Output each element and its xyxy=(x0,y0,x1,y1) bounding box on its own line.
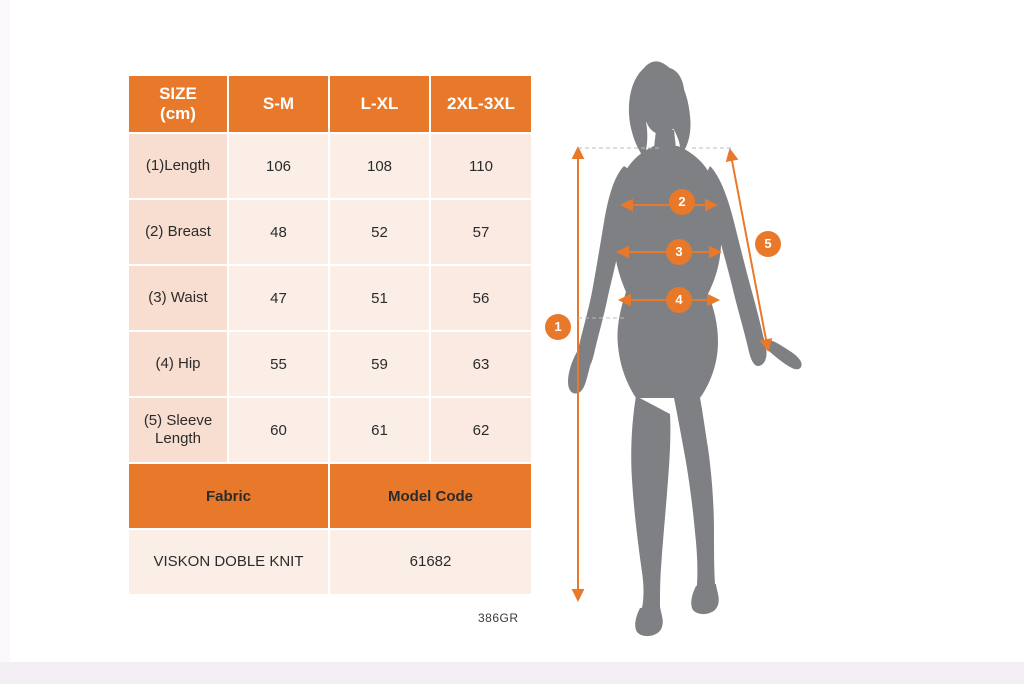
table-footer-value-row xyxy=(128,529,532,595)
measurement-figure xyxy=(540,20,1010,640)
table-footer-header-row xyxy=(128,463,532,529)
table-row xyxy=(128,265,532,331)
badge-4: 4 xyxy=(666,287,692,313)
cell-hip-sm: 55 xyxy=(228,331,329,397)
table-row xyxy=(128,397,532,463)
table-row xyxy=(128,331,532,397)
header-size-line2: (cm) xyxy=(160,104,196,123)
table-header-row xyxy=(128,75,532,133)
header-s-m: S-M xyxy=(228,75,329,133)
female-silhouette-icon xyxy=(540,20,1010,640)
cell-breast-lxl: 52 xyxy=(329,199,430,265)
left-edge-band xyxy=(0,0,10,684)
cell-waist-lxl: 51 xyxy=(329,265,430,331)
badge-1: 1 xyxy=(545,314,571,340)
cell-length-sm: 106 xyxy=(228,133,329,199)
footer-header-fabric: Fabric xyxy=(128,463,329,529)
header-size xyxy=(128,75,228,133)
header-size-line1: SIZE xyxy=(159,84,197,103)
cell-breast-2xl3xl: 57 xyxy=(430,199,532,265)
row-label-sleeve-length: (5) Sleeve Length xyxy=(128,397,228,463)
table-row xyxy=(128,133,532,199)
row-label-hip: (4) Hip xyxy=(128,331,228,397)
cell-hip-lxl: 59 xyxy=(329,331,430,397)
badge-2: 2 xyxy=(669,189,695,215)
badge-5: 5 xyxy=(755,231,781,257)
table-row xyxy=(128,199,532,265)
row-label-length: (1)Length xyxy=(128,133,228,199)
size-table-head xyxy=(128,75,532,133)
footer-value-fabric: VISKON DOBLE KNIT xyxy=(128,529,329,595)
row-label-breast: (2) Breast xyxy=(128,199,228,265)
body-shape xyxy=(568,61,802,636)
cell-sleeve-2xl3xl: 62 xyxy=(430,397,532,463)
footer-header-model-code: Model Code xyxy=(329,463,532,529)
size-table-body xyxy=(128,133,532,595)
weight-note: 386GR xyxy=(478,611,519,625)
cell-waist-sm: 47 xyxy=(228,265,329,331)
row-label-waist: (3) Waist xyxy=(128,265,228,331)
cell-breast-sm: 48 xyxy=(228,199,329,265)
footer-value-model-code: 61682 xyxy=(329,529,532,595)
bottom-band xyxy=(0,662,1024,684)
cell-sleeve-lxl: 61 xyxy=(329,397,430,463)
badge-3: 3 xyxy=(666,239,692,265)
cell-waist-2xl3xl: 56 xyxy=(430,265,532,331)
cell-length-lxl: 108 xyxy=(329,133,430,199)
size-table xyxy=(127,74,533,596)
header-2xl-3xl: 2XL-3XL xyxy=(430,75,532,133)
header-l-xl: L-XL xyxy=(329,75,430,133)
cell-hip-2xl3xl: 63 xyxy=(430,331,532,397)
cell-sleeve-sm: 60 xyxy=(228,397,329,463)
cell-length-2xl3xl: 110 xyxy=(430,133,532,199)
